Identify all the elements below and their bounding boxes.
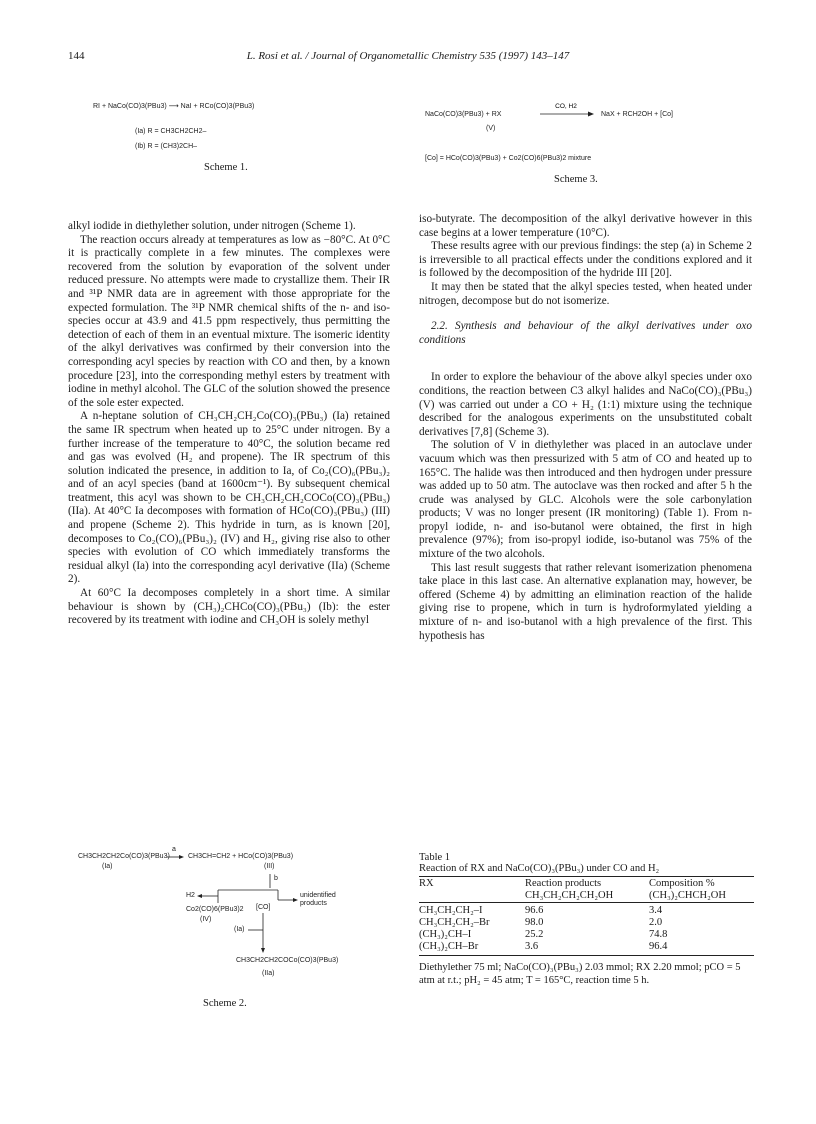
table-row	[419, 941, 754, 953]
scheme3-products: NaX + RCH2OH + [Co]	[601, 111, 673, 118]
scheme2	[78, 848, 378, 1038]
table1-cell-n: 3.6	[525, 941, 539, 952]
paragraph: iso-butyrate. The decomposition of the alkyl derivative however in this case begins at a lower temperature (10°C).	[419, 213, 752, 239]
scheme2-unidentified: unidentified products	[300, 892, 336, 907]
scheme3-arrow	[536, 100, 596, 120]
scheme2-step-b: b	[274, 875, 278, 882]
table1	[419, 852, 754, 987]
table1-grid	[419, 878, 754, 953]
table-row	[419, 905, 754, 917]
table1-cell-iso: 74.8	[649, 929, 668, 940]
table-row	[419, 929, 754, 941]
left-column	[68, 220, 390, 628]
scheme2-acyl: CH3CH2CH2COCo(CO)3(PBu3)	[236, 957, 339, 964]
table1-cell-n: 98.0	[525, 917, 544, 928]
table1-label: Table 1	[419, 852, 451, 863]
paragraph: At 60°C Ia decomposes completely in a short time. A similar behaviour is shown by (CH₃)₂CHCo(CO)₃(PBu₃) (Ib): the ester recovered by its treatment with iodine and CH₃OH is solely methyl	[68, 587, 390, 627]
table1-cell-iso: 3.4	[649, 905, 663, 916]
scheme1-line3: (Ib) R = (CH3)2CH–	[135, 143, 198, 150]
right-column	[419, 213, 752, 643]
table1-header-rx: RX	[419, 878, 434, 889]
scheme2-alkyl: CH3CH2CH2Co(CO)3(PBu3)	[78, 853, 170, 860]
table-row	[419, 917, 754, 929]
table1-cell-n: 25.2	[525, 929, 544, 940]
table1-title: Reaction of RX and NaCo(CO)₃(PBu₃) under CO and H₂	[419, 863, 660, 874]
paragraph: It may then be stated that the alkyl species tested, when heated under nitrogen, decompose but do not isomerize.	[419, 280, 752, 307]
scheme3-label-v: (V)	[486, 125, 496, 132]
paragraph: The reaction occurs already at temperatures as low as −80°C. At 0°C it is practically complete in a few minutes. The complexes were recovered from the solution by evaporation of the solvent under reduced pressure. No attempts were made to crystallize them. Their IR and ³¹P NMR data are in agreement with those appropriate for the expected formulation. The ³¹P NMR chemical shifts of the n- and iso-species occur at 43.9 and 41.5 ppm respectively, thus permitting the detection of each of them in an eventual mixture. The isomeric identity of the alkyl derivatives was confirmed by their conversion into the corresponding acyl species by reaction with CO and then, by a known procedure [23], into the corresponding methyl esters by treatment with iodine in methyl alcohol. The GLC of the solution showed the presence of the sole ester expected.	[68, 233, 390, 409]
table1-cell-rx: (CH₃)₂CH–Br	[419, 941, 479, 952]
scheme3-arrow-label: CO, H2	[555, 103, 577, 110]
scheme2-label-iv: (IV)	[200, 916, 212, 923]
table1-footnote: Diethylether 75 ml; NaCo(CO)₃(PBu₃) 2.03 mmol; RX 2.20 mmol; pCO = 5 atm at r.t.; pH₂ = 45 atm; T = 165°C, reaction time 5 h.	[419, 962, 741, 986]
scheme2-label-ia2: (Ia)	[234, 926, 245, 933]
scheme2-caption: Scheme 2.	[203, 998, 247, 1009]
scheme3-cobalt-def: [Co] = HCo(CO)3(PBu3) + Co2(CO)6(PBu3)2 mixture	[425, 155, 592, 162]
paragraph: This last result suggests that rather relevant isomerization phenomena take place in this last case. An alternative explanation may, however, be offered (Scheme 4) by admitting an elimination reaction of the halide giving rise to propene, which in turn is hydroformylated yielding a mixture of n- and iso-butanol with a high prevalence of the first. This hypothesis has	[419, 561, 752, 642]
paragraph: alkyl iodide in diethylether solution, under nitrogen (Scheme 1).	[68, 220, 356, 232]
table1-subheader-iso: (CH₃)₂CHCH₂OH	[649, 890, 726, 901]
table1-cell-iso: 96.4	[649, 941, 668, 952]
scheme3-reactants: NaCo(CO)3(PBu3) + RX	[425, 111, 502, 118]
scheme2-co: [CO]	[256, 904, 271, 911]
paragraph: In order to explore the behaviour of the above alkyl species under oxo conditions, the reaction between C3 alkyl halides and NaCo(CO)₃(PBu₃) (V) was carried out under a CO + H₂ (1:1) mixture using the technique described for the analogous experiments on the unsubstituted cobalt derivatives [7,8] (Scheme 3).	[419, 371, 752, 438]
table1-cell-rx: CH₃CH₂CH₂–Br	[419, 917, 490, 928]
scheme2-step-a: a	[172, 846, 176, 853]
table1-header-composition: Composition %	[649, 878, 715, 889]
scheme2-label-iia: (IIa)	[262, 970, 275, 977]
scheme1-line1: RI + NaCo(CO)3(PBu3) ⟶ NaI + RCo(CO)3(PBu3)	[93, 103, 255, 110]
scheme2-co2: Co2(CO)6(PBu3)2	[186, 906, 244, 913]
table1-cell-rx: (CH₃)₂CH–I	[419, 929, 472, 940]
page-number: 144	[68, 50, 85, 62]
scheme3-caption: Scheme 3.	[554, 174, 598, 185]
table1-cell-n: 96.6	[525, 905, 544, 916]
page-header	[0, 50, 816, 70]
table1-cell-rx: CH₃CH₂CH₂–I	[419, 905, 483, 916]
journal-citation: L. Rosi et al. / Journal of Organometallic Chemistry 535 (1997) 143–147	[246, 50, 570, 62]
section-heading: 2.2. Synthesis and behaviour of the alkyl derivatives under oxo conditions	[419, 320, 752, 346]
paragraph: A n-heptane solution of CH₃CH₂CH₂Co(CO)₃(PBu₃) (Ia) retained the same IR spectrum when heated up to 25°C under nitrogen. By a further increase of the temperature to 40°C, the solution became red and gas was evolved (H₂ and propene). The IR spectrum of this solution indicated the presence, in addition to Ia, of Co₂(CO)₆(PBu₃)₂ and of an acyl species (band at 1600cm⁻¹). By subsequent chemical treatment, this acyl was shown to be CH₃CH₂CH₂COCo(CO)₃(PBu₃) (IIa). At 40°C Ia decomposes with formation of HCo(CO)₃(PBu₃) (III) and propene (Scheme 2). This hydride in turn, as is known [20], decomposes to Co₂(CO)₆(PBu₃)₂ (IV) and H₂, giving rise also to other species with evolution of CO which immediately transforms the residual alkyl (Ia) into the corresponding acyl derivative (IIa) (Scheme 2).	[68, 410, 390, 586]
scheme2-label-iii: (III)	[264, 863, 275, 870]
table1-header-products: Reaction products	[525, 878, 602, 889]
scheme2-h2: H2	[186, 892, 195, 899]
scheme1-line2: (Ia) R = CH3CH2CH2–	[135, 128, 207, 135]
table1-subheader-n: CH₃CH₂CH₂CH₂OH	[525, 890, 614, 901]
paragraph: These results agree with our previous findings: the step (a) in Scheme 2 is irreversible to all practical effects under the conditions explored and it is followed by the decomposition of the hydride III [20].	[419, 240, 752, 280]
scheme1-caption: Scheme 1.	[204, 162, 248, 173]
table1-cell-iso: 2.0	[649, 917, 663, 928]
scheme2-label-ia: (Ia)	[102, 863, 113, 870]
paragraph: The solution of V in diethylether was placed in an autoclave under vacuum which was then pressurized with 5 atm of CO and heated up to 165°C. The halide was then introduced and then hydrogen under pressure was added up to 50 atm. The autoclave was then rocked and after 5 h the crude was analysed by GLC. Alcohols were the sole carbonylation products; V was no longer present (IR monitoring) (Table 1). From n-propyl iodide, n- and iso-butanol were obtained, the first in high prevalence (97%); from iso-propyl iodide, iso-butanol was 75% of the mixture of the two alcohols.	[419, 439, 752, 561]
scheme2-arrows	[78, 848, 378, 1038]
scheme2-products: CH3CH=CH2 + HCo(CO)3(PBu3)	[188, 853, 294, 860]
